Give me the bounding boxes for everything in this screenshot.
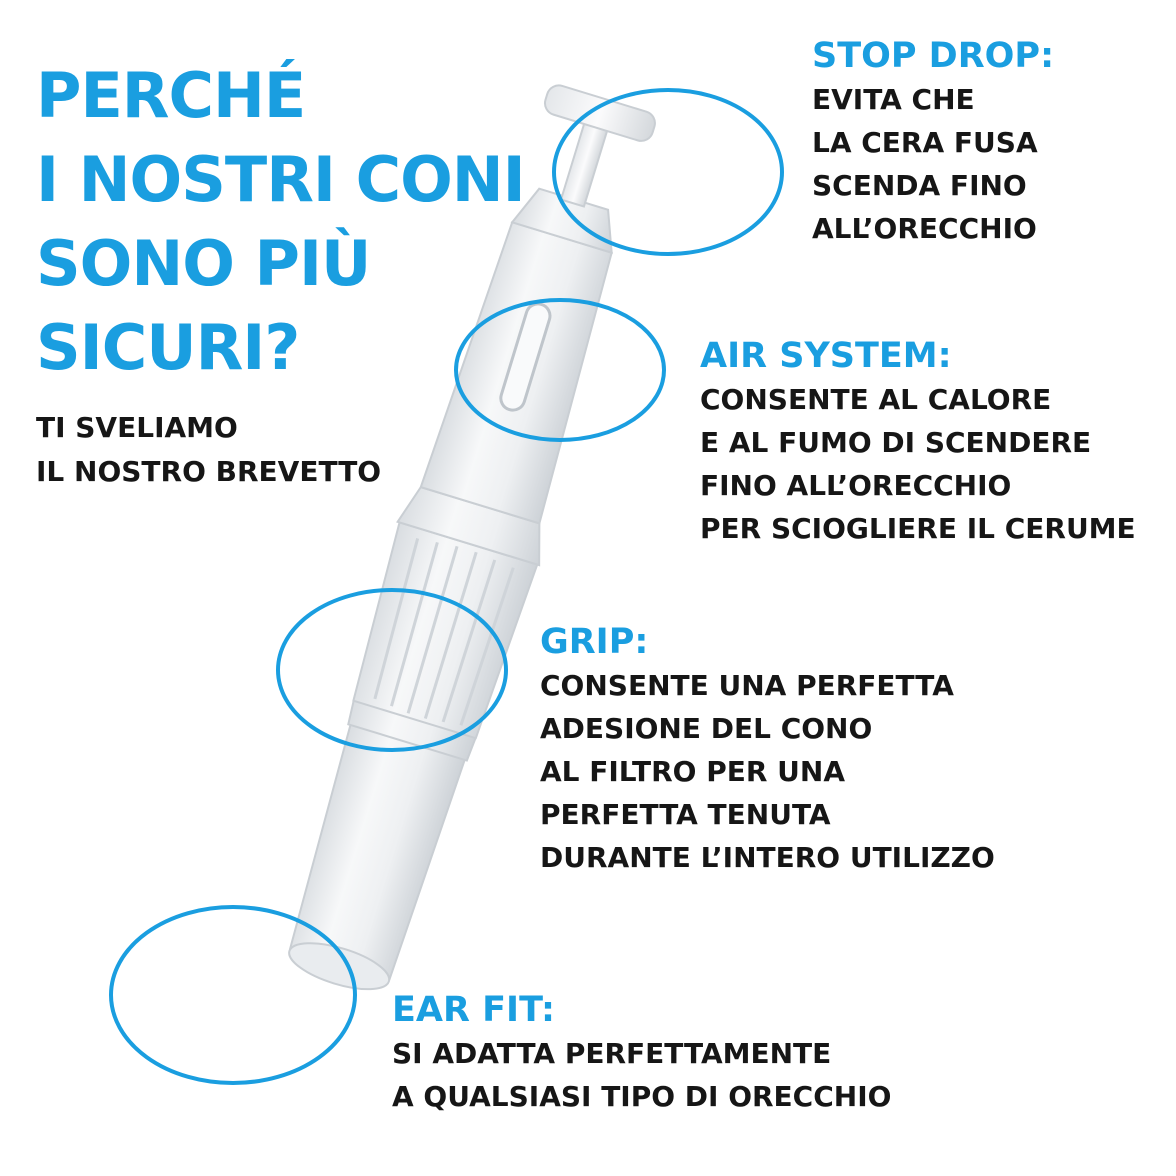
feature-line: ADESIONE DEL CONO [540, 712, 873, 745]
feature-line: SI ADATTA PERFETTAMENTE [392, 1037, 832, 1070]
feature-line: PER SCIOGLIERE IL CERUME [700, 512, 1136, 545]
headline-line: PERCHÉ [36, 59, 306, 132]
feature-air-system [700, 334, 1136, 550]
feature-line: PERFETTA TENUTA [540, 798, 831, 831]
feature-title: STOP DROP: [812, 36, 1055, 76]
subheadline-line: TI SVELIAMO [36, 411, 238, 444]
feature-line: EVITA CHE [812, 83, 975, 116]
feature-line: ALL’ORECCHIO [812, 212, 1037, 245]
feature-line: SCENDA FINO [812, 169, 1027, 202]
headline-line: I NOSTRI CONI [36, 143, 525, 216]
feature-title: EAR FIT: [392, 990, 556, 1030]
subheadline [36, 406, 381, 494]
feature-line: DURANTE L’INTERO UTILIZZO [540, 841, 995, 874]
feature-ear-fit [392, 988, 891, 1118]
feature-line: CONSENTE AL CALORE [700, 383, 1052, 416]
feature-line: A QUALSIASI TIPO DI ORECCHIO [392, 1080, 892, 1113]
feature-stop-drop [812, 34, 1054, 250]
feature-title: AIR SYSTEM: [700, 336, 952, 376]
feature-line: FINO ALL’ORECCHIO [700, 469, 1012, 502]
subheadline-line: IL NOSTRO BREVETTO [36, 455, 382, 488]
feature-title: GRIP: [540, 622, 649, 662]
feature-line: CONSENTE UNA PERFETTA [540, 669, 954, 702]
feature-line: E AL FUMO DI SCENDERE [700, 426, 1092, 459]
headline-line: SICURI? [36, 311, 300, 384]
feature-grip [540, 620, 995, 879]
feature-line: AL FILTRO PER UNA [540, 755, 846, 788]
feature-line: LA CERA FUSA [812, 126, 1038, 159]
headline-line: SONO PIÙ [36, 227, 371, 300]
ear-fit-highlight-ring [111, 907, 355, 1083]
headline [36, 54, 525, 390]
